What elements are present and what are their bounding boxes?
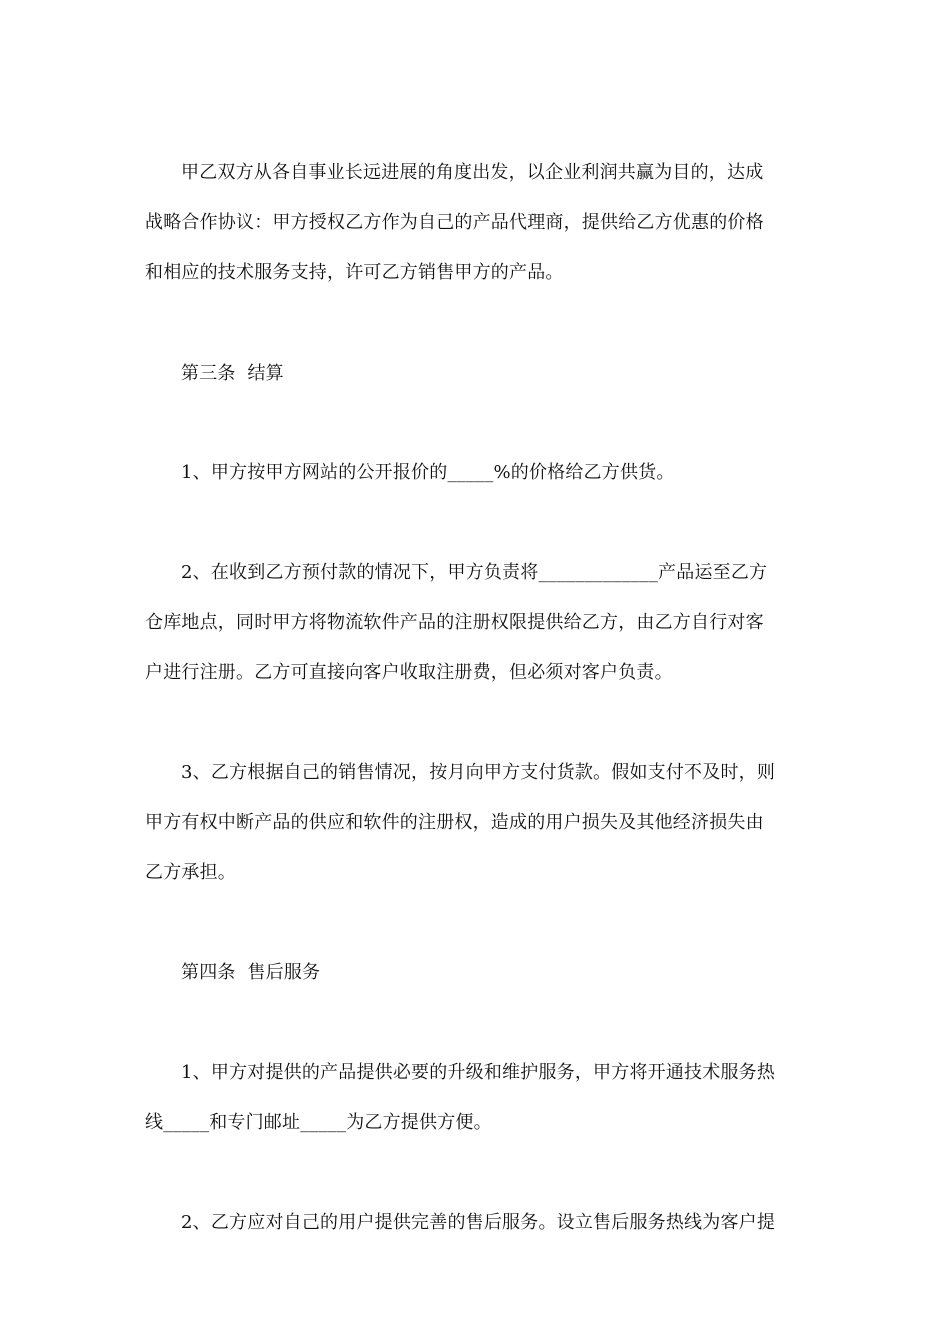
article-4-item-1-line-1: 1、甲方对提供的产品提供必要的升级和维护服务，甲方将开通技术服务热 [181, 1062, 776, 1083]
article-3-item-2-line-2: 仓库地点，同时甲方将物流软件产品的注册权限提供给乙方，由乙方自行对客 [145, 612, 764, 633]
article-3-item-2-line-3: 户进行注册。乙方可直接向客户收取注册费，但必须对客户负责。 [145, 662, 673, 683]
article-3-item-2-line-1: 2、在收到乙方预付款的情况下，甲方负责将_____________产品运至乙方 [181, 562, 768, 583]
intro-paragraph-line-2: 战略合作协议：甲方授权乙方作为自己的产品代理商，提供给乙方优惠的价格 [145, 212, 764, 233]
article-3-item-3-line-1: 3、乙方根据自己的销售情况，按月向甲方支付货款。假如支付不及时，则 [181, 762, 776, 783]
article-4-heading: 第四条 售后服务 [181, 962, 321, 983]
article-3-heading: 第三条 结算 [181, 363, 284, 384]
article-3-item-3-line-2: 甲方有权中断产品的供应和软件的注册权，造成的用户损失及其他经济损失由 [145, 812, 764, 833]
article-3-item-3-line-3: 乙方承担。 [145, 862, 236, 883]
intro-paragraph-line-3: 和相应的技术服务支持，许可乙方销售甲方的产品。 [145, 262, 564, 283]
intro-paragraph-line-1: 甲乙双方从各自事业长远进展的角度出发，以企业利润共赢为目的，达成 [181, 162, 764, 183]
article-4-item-2-line-1: 2、乙方应对自己的用户提供完善的售后服务。设立售后服务热线为客户提 [181, 1212, 776, 1233]
article-4-item-1-line-2: 线_____和专门邮址_____为乙方提供方便。 [145, 1112, 492, 1133]
article-3-item-1-line-1: 1、甲方按甲方网站的公开报价的_____%的价格给乙方供货。 [181, 462, 675, 483]
